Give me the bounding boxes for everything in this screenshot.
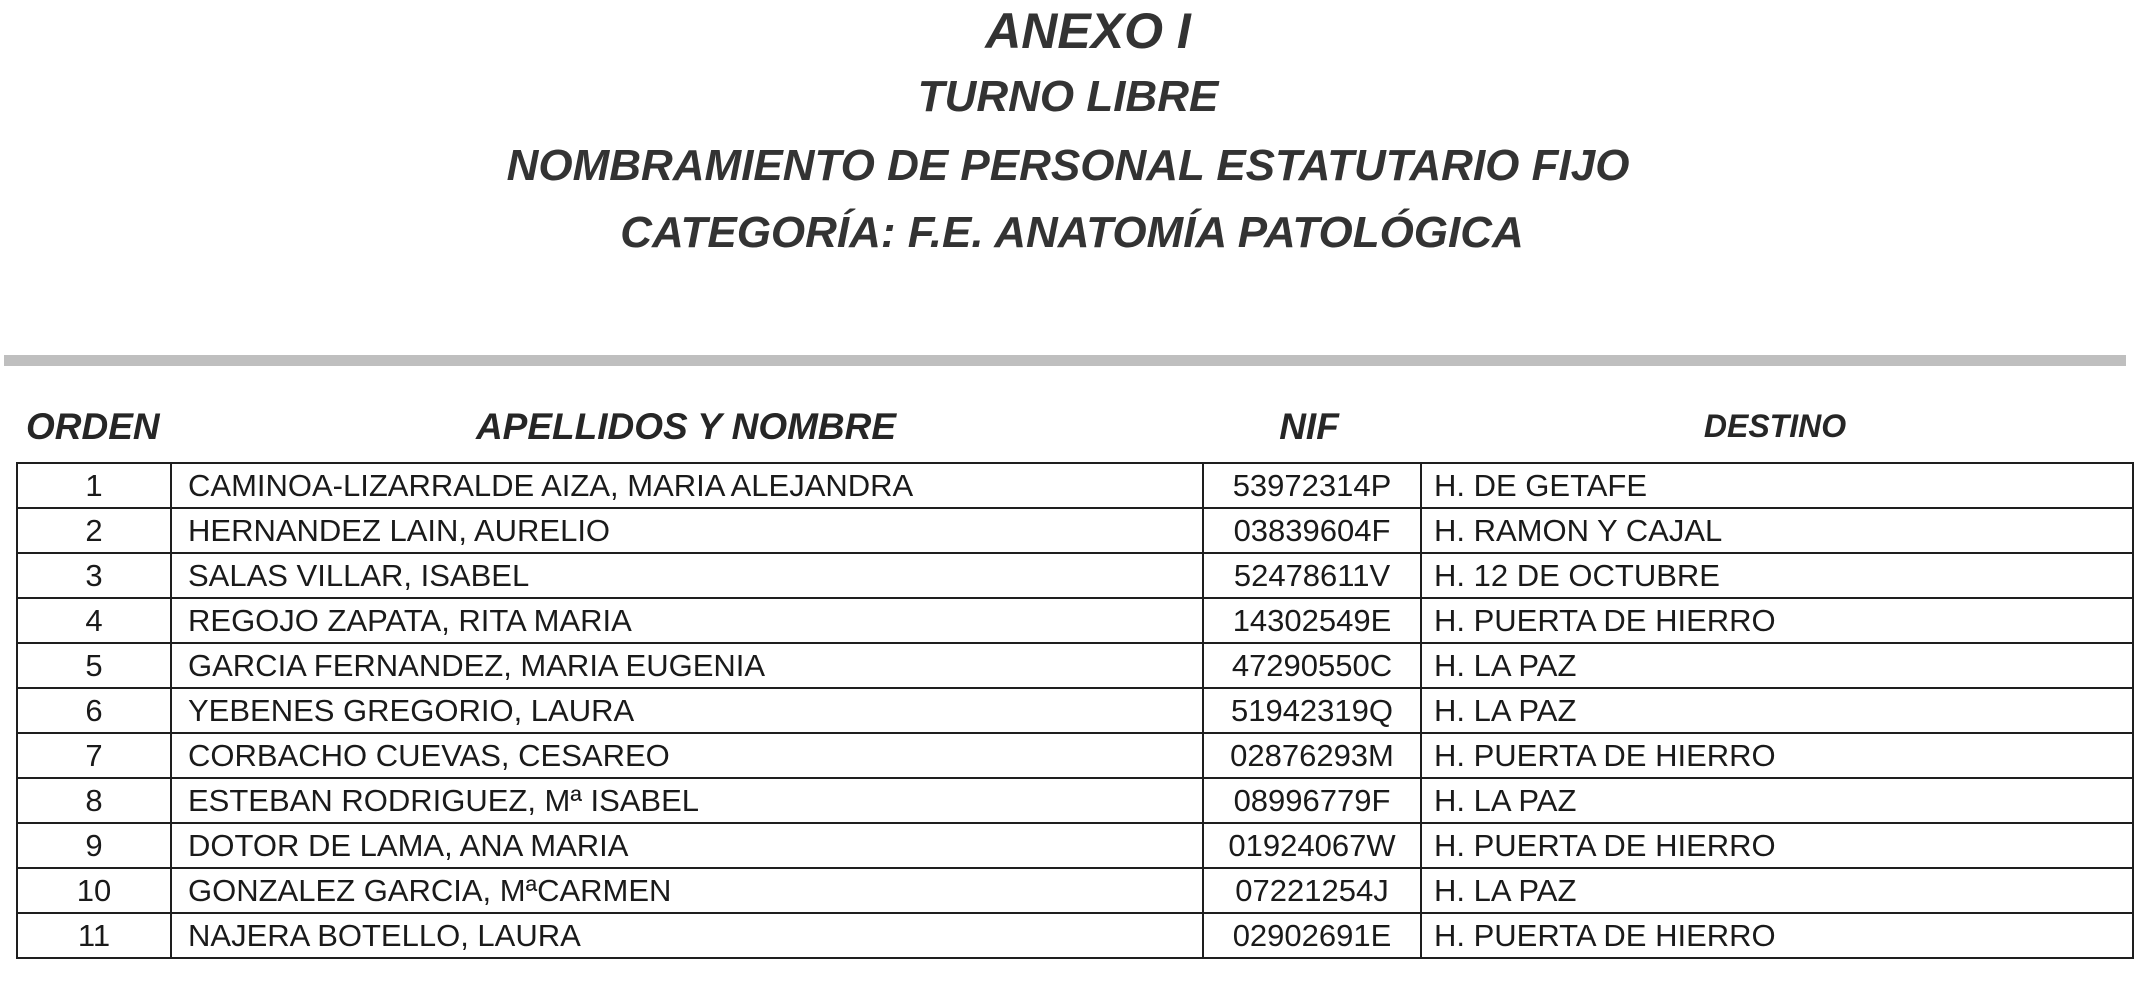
column-header-orden: ORDEN <box>26 406 160 447</box>
appointment-title: NOMBRAMIENTO DE PERSONAL ESTATUTARIO FIJO <box>506 141 1630 190</box>
document-header <box>0 0 2136 300</box>
destino-cell: H. 12 DE OCTUBRE <box>1421 553 2133 598</box>
table-row <box>17 643 2133 688</box>
orden-cell: 4 <box>17 598 171 643</box>
column-header-destino: DESTINO <box>1703 408 1847 444</box>
column-header-nombre: APELLIDOS Y NOMBRE <box>475 406 897 447</box>
nombre-cell: NAJERA BOTELLO, LAURA <box>171 913 1203 958</box>
nombre-cell: HERNANDEZ LAIN, AURELIO <box>171 508 1203 553</box>
appointments-table-body <box>17 463 2133 958</box>
nombre-cell: CAMINOA-LIZARRALDE AIZA, MARIA ALEJANDRA <box>171 463 1203 508</box>
destino-cell: H. PUERTA DE HIERRO <box>1421 823 2133 868</box>
orden-cell: 11 <box>17 913 171 958</box>
table-row <box>17 733 2133 778</box>
nombre-cell: SALAS VILLAR, ISABEL <box>171 553 1203 598</box>
orden-cell: 2 <box>17 508 171 553</box>
nif-cell: 51942319Q <box>1203 688 1421 733</box>
nif-cell: 52478611V <box>1203 553 1421 598</box>
orden-cell: 6 <box>17 688 171 733</box>
nombre-cell: GARCIA FERNANDEZ, MARIA EUGENIA <box>171 643 1203 688</box>
nombre-cell: DOTOR DE LAMA, ANA MARIA <box>171 823 1203 868</box>
orden-cell: 10 <box>17 868 171 913</box>
destino-cell: H. LA PAZ <box>1421 778 2133 823</box>
orden-cell: 7 <box>17 733 171 778</box>
table-row <box>17 823 2133 868</box>
nombre-cell: CORBACHO CUEVAS, CESAREO <box>171 733 1203 778</box>
destino-cell: H. RAMON Y CAJAL <box>1421 508 2133 553</box>
nif-cell: 02876293M <box>1203 733 1421 778</box>
nif-cell: 14302549E <box>1203 598 1421 643</box>
nif-cell: 02902691E <box>1203 913 1421 958</box>
nombre-cell: GONZALEZ GARCIA, MªCARMEN <box>171 868 1203 913</box>
nombre-cell: YEBENES GREGORIO, LAURA <box>171 688 1203 733</box>
table-row <box>17 463 2133 508</box>
destino-cell: H. PUERTA DE HIERRO <box>1421 598 2133 643</box>
column-header-nif: NIF <box>1279 406 1339 447</box>
destino-cell: H. DE GETAFE <box>1421 463 2133 508</box>
appointments-table <box>16 462 2134 959</box>
separator-rule <box>4 355 2126 366</box>
category-title: CATEGORÍA: F.E. ANATOMÍA PATOLÓGICA <box>620 208 1524 257</box>
table-row <box>17 778 2133 823</box>
shift-title: TURNO LIBRE <box>917 72 1219 121</box>
destino-cell: H. PUERTA DE HIERRO <box>1421 913 2133 958</box>
orden-cell: 1 <box>17 463 171 508</box>
orden-cell: 3 <box>17 553 171 598</box>
orden-cell: 8 <box>17 778 171 823</box>
nif-cell: 01924067W <box>1203 823 1421 868</box>
nif-cell: 07221254J <box>1203 868 1421 913</box>
orden-cell: 9 <box>17 823 171 868</box>
nif-cell: 47290550C <box>1203 643 1421 688</box>
table-row <box>17 508 2133 553</box>
nombre-cell: REGOJO ZAPATA, RITA MARIA <box>171 598 1203 643</box>
table-row <box>17 553 2133 598</box>
orden-cell: 5 <box>17 643 171 688</box>
nif-cell: 08996779F <box>1203 778 1421 823</box>
nombre-cell: ESTEBAN RODRIGUEZ, Mª ISABEL <box>171 778 1203 823</box>
table-row <box>17 913 2133 958</box>
nif-cell: 03839604F <box>1203 508 1421 553</box>
table-row <box>17 868 2133 913</box>
destino-cell: H. LA PAZ <box>1421 868 2133 913</box>
destino-cell: H. LA PAZ <box>1421 643 2133 688</box>
annex-title: ANEXO I <box>985 3 1191 59</box>
destino-cell: H. PUERTA DE HIERRO <box>1421 733 2133 778</box>
destino-cell: H. LA PAZ <box>1421 688 2133 733</box>
table-row <box>17 598 2133 643</box>
table-row <box>17 688 2133 733</box>
nif-cell: 53972314P <box>1203 463 1421 508</box>
